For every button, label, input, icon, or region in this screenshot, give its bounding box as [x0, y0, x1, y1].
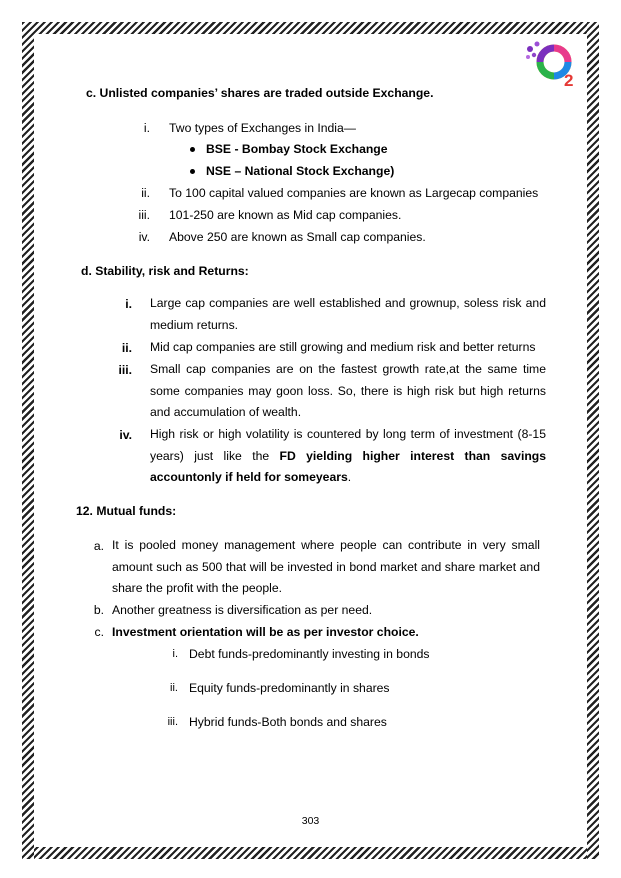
bullet-icon [190, 147, 195, 152]
list-item: Mid cap companies are still growing and medium risk and better returns [150, 340, 536, 354]
border-bottom [22, 847, 599, 859]
list-item-text: High risk or high volatility is countered by long term of investment (8-15 years) just like the [150, 427, 546, 463]
list-item [150, 424, 546, 489]
list-number: iii. [167, 716, 178, 728]
list-number: iv. [119, 428, 132, 442]
list-item-end: . [347, 470, 352, 484]
list-item: Investment orientation will be as per investor choice. [112, 625, 419, 639]
list-item: 101-250 are known as Mid cap companies. [169, 208, 402, 222]
fund-type-item: Equity funds-predominantly in shares [189, 681, 390, 695]
list-number: i. [143, 121, 150, 135]
o2-logo-icon [524, 40, 580, 90]
list-number: b. [93, 603, 104, 617]
list-number: a. [93, 539, 104, 553]
list-item: Two types of Exchanges in India— [169, 121, 356, 135]
list-number: i. [125, 297, 132, 311]
list-item: Large cap companies are well established and grownup, soless risk and medium returns. [150, 296, 546, 332]
bullet-icon [190, 169, 195, 174]
section-d-heading: d. Stability, risk and Returns: [81, 264, 249, 278]
list-number: iii. [118, 363, 132, 377]
border-top [22, 22, 599, 34]
list-number: iv. [138, 230, 150, 244]
list-number: ii. [170, 682, 178, 694]
border-left [22, 22, 34, 859]
list-item: Another greatness is diversification as per need. [112, 603, 373, 617]
page-number: 303 [301, 815, 320, 827]
section-c-heading: c. Unlisted companies’ shares are traded outside Exchange. [86, 86, 434, 100]
border-right [587, 22, 599, 859]
fund-type-item: Debt funds-predominantly investing in bonds [189, 647, 430, 661]
list-item: It is pooled money management where people can contribute in very small amount such as 500 that will be invested in bond market and share market and share the profit with the people. [112, 538, 540, 595]
section-12-heading: 12. Mutual funds: [76, 504, 177, 518]
svg-text:2: 2 [564, 71, 574, 90]
list-number: i. [172, 648, 178, 660]
list-item: Small cap companies are on the fastest growth rate,at the same time some companies may goon loss. So, there is high risk but high returns and accumulation of wealth. [150, 362, 546, 419]
list-item: Above 250 are known as Small cap companies. [169, 230, 426, 244]
list-number: ii. [121, 341, 132, 355]
list-number: ii. [141, 186, 150, 200]
fund-type-item: Hybrid funds-Both bonds and shares [189, 715, 387, 729]
list-number: iii. [138, 208, 150, 222]
exchange-item: NSE – National Stock Exchange) [206, 164, 395, 178]
list-item: To 100 capital valued companies are known as Largecap companies [169, 186, 539, 200]
list-item-emphasis: FD yielding higher interest than savings accountonly if held for someyears [150, 448, 546, 484]
list-number: c. [94, 625, 104, 639]
exchange-item: BSE - Bombay Stock Exchange [206, 142, 388, 156]
